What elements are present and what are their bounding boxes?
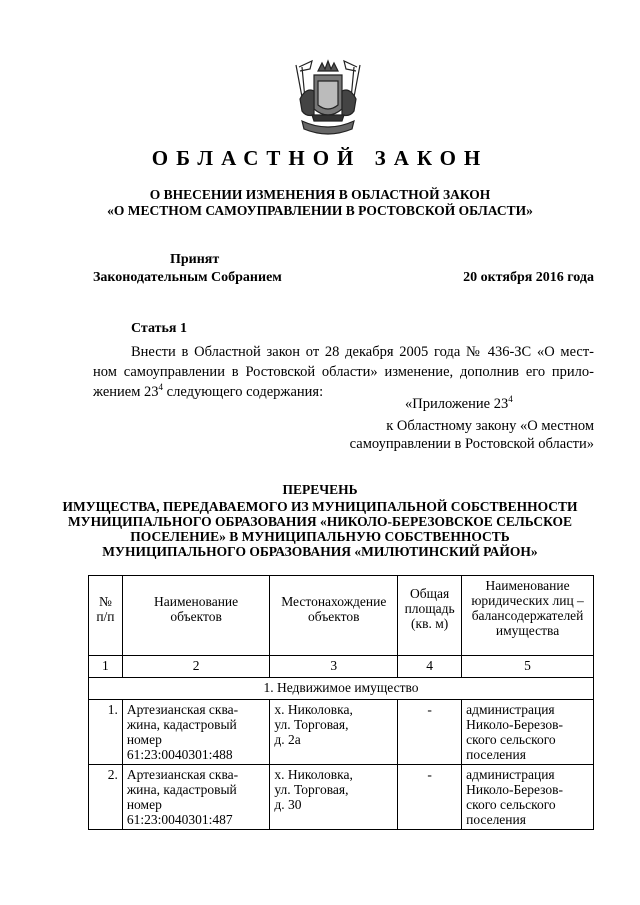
row-num: 1. (89, 700, 123, 765)
superscript: 4 (158, 382, 164, 393)
cell-line: 61:23:0040301:488 (126, 747, 233, 762)
header-line: Наименование (154, 594, 239, 609)
row-holder (462, 700, 594, 765)
table-column-numbers-row (89, 656, 594, 678)
header-line: объектов (170, 609, 222, 624)
superscript: 4 (508, 394, 513, 405)
article-text-line: ном самоуправлении в Ростовской области» изменение, дополнив его прило- (93, 364, 594, 380)
adopted-by: Законодательным Собранием (93, 270, 282, 285)
subtitle-line: О ВНЕСЕНИИ ИЗМЕНЕНИЯ В ОБЛАСТНОЙ ЗАКОН (149, 187, 491, 202)
article-text-part: следующего содержания: (163, 384, 324, 400)
row-num: 2. (89, 765, 123, 830)
list-subtitle-line: МУНИЦИПАЛЬНОГО ОБРАЗОВАНИЯ «НИКОЛО-БЕРЕЗОВСКОЕ СЕЛЬСКОЕ (67, 514, 573, 529)
cell-line: ул. Торговая, (274, 782, 349, 797)
cell-line: х. Николовка, (274, 767, 353, 782)
list-subtitle-line: ИМУЩЕСТВА, ПЕРЕДАВАЕМОГО ИЗ МУНИЦИПАЛЬНОЙ СОБСТВЕННОСТИ (62, 499, 578, 514)
header-line: имущества (495, 623, 560, 638)
row-holder (462, 765, 594, 830)
column-number: 2 (122, 656, 270, 678)
document-title: ОБЛАСТНОЙ ЗАКОН (151, 146, 489, 170)
header-line: площадь (404, 601, 455, 616)
header-line: № (98, 594, 112, 609)
cell-line: жина, кадастровый (126, 782, 237, 797)
cell-line: д. 2а (274, 732, 301, 747)
cell-line: д. 30 (274, 797, 302, 812)
header-area (398, 576, 462, 656)
row-area: - (398, 765, 462, 830)
column-number: 4 (398, 656, 462, 678)
cell-line: номер (126, 732, 162, 747)
annex-to-line: самоуправлении в Ростовской области» (349, 436, 594, 452)
table-row (89, 700, 594, 765)
table-section-row (89, 678, 594, 700)
cell-line: поселения (466, 812, 526, 827)
header-name (122, 576, 270, 656)
header-location (270, 576, 398, 656)
cell-line: жина, кадастровый (126, 717, 237, 732)
adopted-label: Принят (170, 252, 220, 267)
table-header-row (89, 576, 594, 656)
cell-line: поселения (466, 747, 526, 762)
row-name (122, 765, 270, 830)
header-line: объектов (308, 609, 360, 624)
row-location (270, 765, 398, 830)
annex-to-line: к Областному закону «О местном (386, 418, 594, 434)
property-table (88, 575, 594, 830)
header-line: Общая (410, 586, 450, 601)
section-title: 1. Недвижимое имущество (89, 678, 594, 700)
row-location (270, 700, 398, 765)
cell-line: ского сельского (466, 797, 556, 812)
cell-line: Артезианская сква- (126, 702, 239, 717)
cell-line: 61:23:0040301:487 (126, 812, 233, 827)
header-line: балансодержателей (471, 608, 584, 623)
cell-line: ского сельского (466, 732, 556, 747)
header-line: п/п (96, 609, 115, 624)
annex-label-text: «Приложение 23 (405, 396, 509, 412)
column-number: 5 (462, 656, 594, 678)
cell-line: Николо-Березов- (466, 782, 564, 797)
header-num (89, 576, 123, 656)
list-subtitle (0, 499, 640, 559)
header-line: (кв. м) (411, 616, 449, 631)
annex-label (405, 396, 513, 413)
article-title: Статья 1 (131, 321, 187, 336)
cell-line: номер (126, 797, 162, 812)
article-text-part: жением 23 (93, 384, 159, 400)
article-text-line: Внести в Областной закон от 28 декабря 2005 года № 436-ЗС «О мест- (131, 344, 594, 360)
list-subtitle-line: ПОСЕЛЕНИЕ» В МУНИЦИПАЛЬНУЮ СОБСТВЕННОСТЬ (130, 529, 510, 544)
column-number: 3 (270, 656, 398, 678)
annex-to (320, 417, 594, 453)
cell-line: Николо-Березов- (466, 717, 564, 732)
header-line: юридических лиц – (471, 593, 584, 608)
cell-line: Артезианская сква- (126, 767, 239, 782)
column-number: 1 (89, 656, 123, 678)
cell-line: администрация (466, 767, 555, 782)
table-row (89, 765, 594, 830)
subtitle-line: «О МЕСТНОМ САМОУПРАВЛЕНИИ В РОСТОВСКОЙ ОБЛАСТИ» (107, 203, 533, 218)
adopted-date: 20 октября 2016 года (463, 270, 594, 285)
header-line: Местонахождение (281, 594, 387, 609)
cell-line: х. Николовка, (274, 702, 353, 717)
header-holder (462, 576, 594, 656)
list-subtitle-line: МУНИЦИПАЛЬНОГО ОБРАЗОВАНИЯ «МИЛЮТИНСКИЙ РАЙОН» (102, 544, 538, 559)
list-title: ПЕРЕЧЕНЬ (282, 482, 358, 497)
document-subtitle (0, 187, 640, 219)
row-area: - (398, 700, 462, 765)
cell-line: администрация (466, 702, 555, 717)
header-line: Наименование (485, 578, 570, 593)
row-name (122, 700, 270, 765)
cell-line: ул. Торговая, (274, 717, 349, 732)
coat-of-arms-emblem (292, 57, 364, 139)
